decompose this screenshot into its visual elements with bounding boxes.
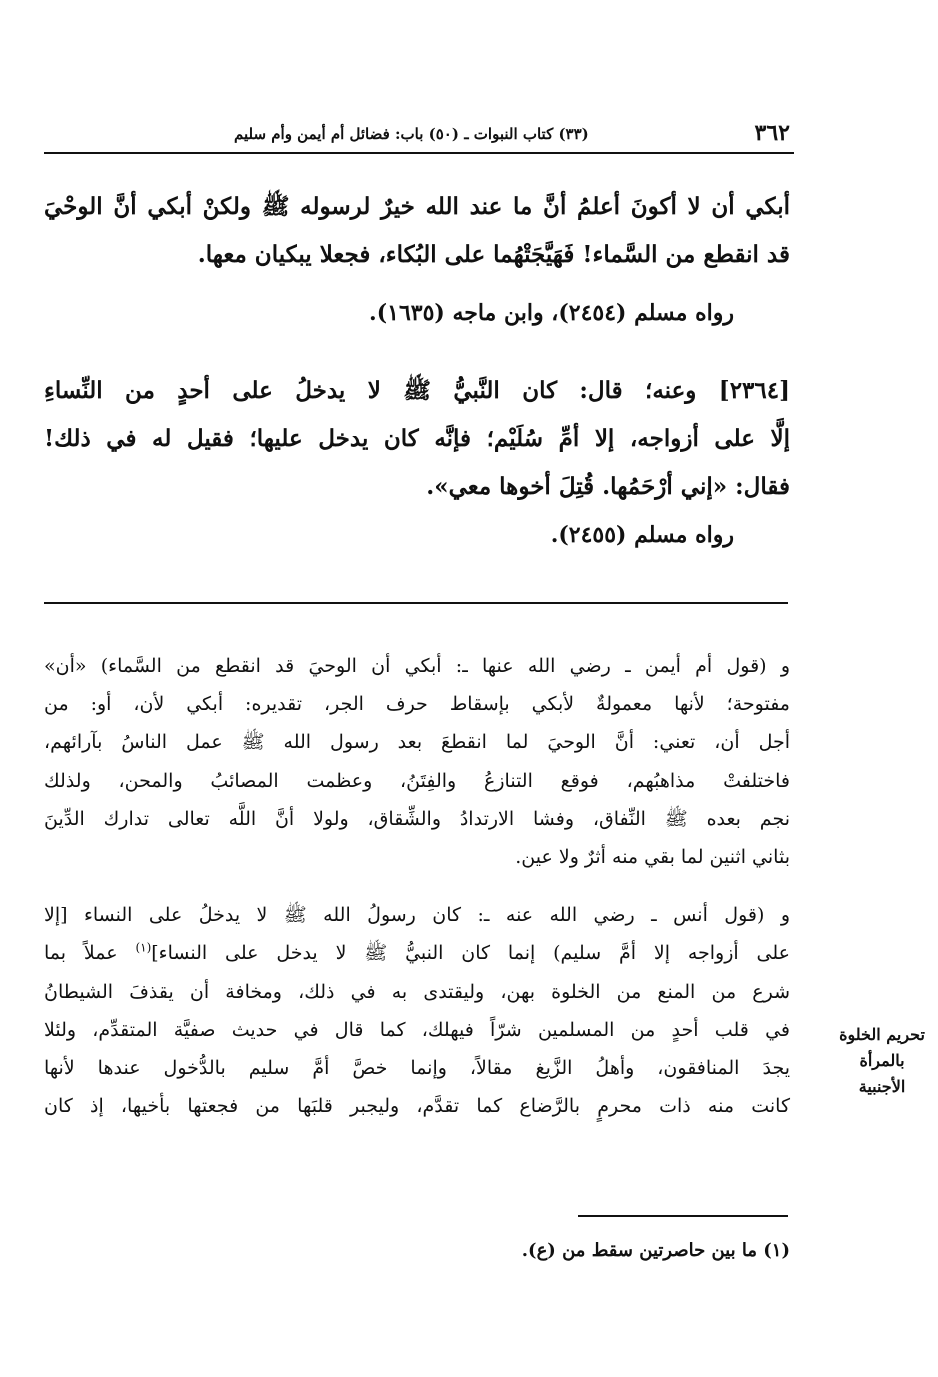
header-title: (٣٣) كتاب النبوات ـ (٥٠) باب: فضائل أم أيمن وأم سليم [234, 125, 589, 143]
footnote-separator [578, 1215, 788, 1217]
commentary-separator [44, 602, 788, 604]
main-text [44, 183, 790, 559]
hadith-line: [٢٣٦٤] وعنه؛ قال: كان النَّبيُّ ﷺ لا يدخلُ على أحدٍ من النِّساءِ [44, 377, 790, 404]
hadith-source: رواه مسلم (٢٤٥٥). [550, 522, 734, 548]
hadith-line: قد انقطع من السَّماء! فَهَيَّجَتْهُما على البُكاء، فجعلا يبكيان معها. [197, 241, 790, 268]
hadith-line: فقال: «إني أرْحَمُها. قُتِلَ أخوها معي». [426, 473, 790, 500]
hadith-line: أبكي أن لا أكونَ أعلمُ أنَّ ما عند الله خيرٌ لرسوله ﷺ ولكنْ أبكي أنَّ الوحْيَ [44, 193, 790, 220]
commentary-line [44, 934, 790, 972]
page-number: ٣٦٢ [754, 120, 790, 146]
commentary-line: و (قول أم أيمن ـ رضي الله عنها ـ: أبكي أن الوحيَ قد انقطع من السَّماء) «أن» [44, 655, 790, 677]
commentary-line: أجل أن، تعني: أنَّ الوحيَ لما انقطعَ بعد رسول الله ﷺ عمل الناسُ بآرائهم، [44, 731, 790, 754]
hadith-line: إلَّا على أزواجه، إلا أمِّ سُلَيْم؛ فإنَّه كان يدخل عليها؛ فقيل له في ذلك! [44, 425, 790, 452]
footnote-reference: (١) [135, 940, 152, 955]
commentary-line: و (قول أنس ـ رضي الله عنه ـ: كان رسولُ الله ﷺ لا يدخلُ على النساء [إلا [44, 904, 790, 927]
margin-note [830, 1022, 934, 1100]
commentary-line: يجدَ المنافقون، وأهلُ الزَّيغ مقالاً، وإنما خصَّ أمَّ سليم بالدُّخول عندها لأنها [44, 1056, 790, 1079]
hadith-source: رواه مسلم (٢٤٥٤)، وابن ماجه (١٦٣٥). [369, 300, 734, 326]
commentary-line: مفتوحة؛ لأنها معمولةٌ لأبكي بإسقاط حرف الجر، تقديره: أبكي لأن، أو: من [44, 693, 790, 716]
commentary-text: عملاً بما [44, 942, 118, 965]
commentary-line: فاختلفتْ مذاهبُهم، فوقع التنازعُ والفِتَنُ، وعظمت المصائبُ والمحن، ولذلك [44, 769, 790, 792]
margin-note-line: تحريم الخلوة [839, 1025, 925, 1044]
commentary [44, 647, 790, 1125]
commentary-line: كانت منه ذات محرمٍ بالرَّضاع كما تقدَّم، وليجبر قلبَها من فجعتها بأخيها، إذ كان [44, 1095, 790, 1118]
margin-note-line: الأجنبية [858, 1077, 906, 1096]
commentary-line: بثاني اثنين لما بقي منه أثرٌ ولا عين. [515, 845, 790, 868]
margin-note-line: بالمرأة [859, 1051, 905, 1070]
commentary-line: في قلب أحدٍ من المسلمين شرّاً فيهلك، كما قال في حديث صفيَّة المتقدِّم، ولئلا [44, 1018, 790, 1041]
commentary-text: على أزواجه إلا أمَّ سليم) إنما كان النبيُّ ﷺ لا يدخل على النساء] [151, 942, 790, 965]
commentary-line: نجم بعده ﷺ النِّفاق، وفشا الارتدادُ والشِّقاق، ولولا أنَّ اللَّه تعالى تدارك الدِّينَ [44, 807, 790, 830]
commentary-line: شرع من المنع من الخلوة بهن، وليقتدى به في ذلك، ومخافة أن يقذفَ الشيطانُ [44, 980, 790, 1003]
footnote: (١) ما بين حاصرتين سقط من (ع). [521, 1240, 790, 1261]
running-header [44, 118, 794, 154]
